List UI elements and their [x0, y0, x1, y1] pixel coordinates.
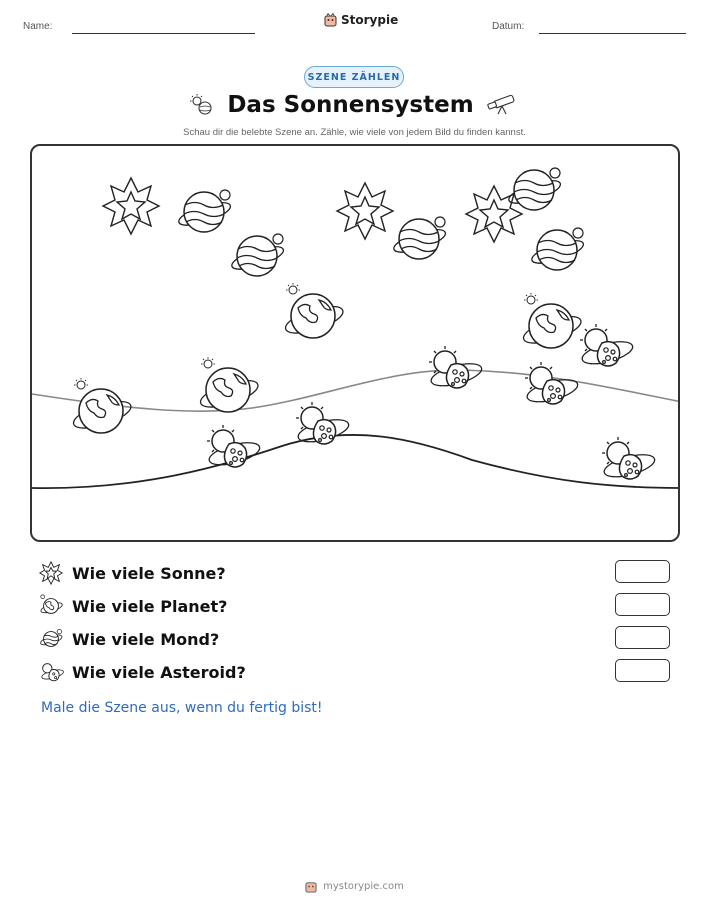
- date-field[interactable]: [539, 33, 686, 34]
- scene-asteroid: [602, 437, 657, 481]
- brand-name: Storypie: [341, 13, 399, 27]
- sun-planet-icon: [189, 93, 215, 117]
- title-row: [0, 92, 709, 118]
- scene-planet: [521, 293, 584, 349]
- scene-sun: [337, 183, 393, 239]
- scene-asteroid: [580, 324, 635, 368]
- category-badge: SZENE ZÄHLEN: [304, 66, 404, 88]
- question-text: Wie viele Asteroid?: [72, 662, 246, 682]
- answer-box-moon[interactable]: [615, 626, 670, 649]
- moon-icon: [38, 626, 64, 652]
- coloring-instruction: Male die Szene aus, wenn du fertig bist!: [41, 700, 323, 716]
- scene-moon: [506, 168, 562, 210]
- answer-box-sun[interactable]: [615, 560, 670, 583]
- question-text: Wie viele Planet?: [72, 596, 228, 616]
- scene-moon: [229, 234, 285, 276]
- question-text: Wie viele Mond?: [72, 629, 220, 649]
- storypie-logo-icon: [324, 13, 337, 27]
- name-field[interactable]: [72, 33, 255, 34]
- telescope-icon: [486, 94, 520, 116]
- scene-planet: [283, 283, 346, 339]
- scene-moon: [176, 190, 232, 232]
- scene-asteroid: [207, 425, 262, 469]
- footer-url[interactable]: mystorypie.com: [323, 881, 404, 892]
- footer: [0, 880, 709, 893]
- answer-box-planet[interactable]: [615, 593, 670, 616]
- scene-moon: [529, 228, 585, 270]
- asteroid-icon: [38, 659, 64, 685]
- answer-box-asteroid[interactable]: [615, 659, 670, 682]
- scene-planet: [198, 357, 261, 413]
- scene-asteroid: [525, 362, 580, 406]
- question-row: [38, 659, 678, 685]
- question-text: Wie viele Sonne?: [72, 563, 226, 583]
- scene-asteroid: [429, 346, 484, 390]
- question-row: [38, 593, 678, 619]
- sun-icon: [38, 560, 64, 586]
- planet-icon: [38, 593, 64, 619]
- brand-logo: [324, 13, 398, 27]
- question-row: [38, 626, 678, 652]
- question-row: [38, 560, 678, 586]
- instructions: Schau dir die belebte Szene an. Zähle, wie viele von jedem Bild du finden kannst.: [183, 127, 526, 138]
- date-label: Datum:: [492, 21, 525, 32]
- scene-sun: [103, 178, 159, 234]
- scene-sun: [466, 186, 522, 242]
- scene-moon: [391, 217, 447, 259]
- page-title: Das Sonnensystem: [227, 92, 474, 118]
- storypie-footer-icon: [305, 880, 317, 893]
- name-label: Name:: [23, 21, 53, 32]
- counting-scene: [30, 144, 680, 542]
